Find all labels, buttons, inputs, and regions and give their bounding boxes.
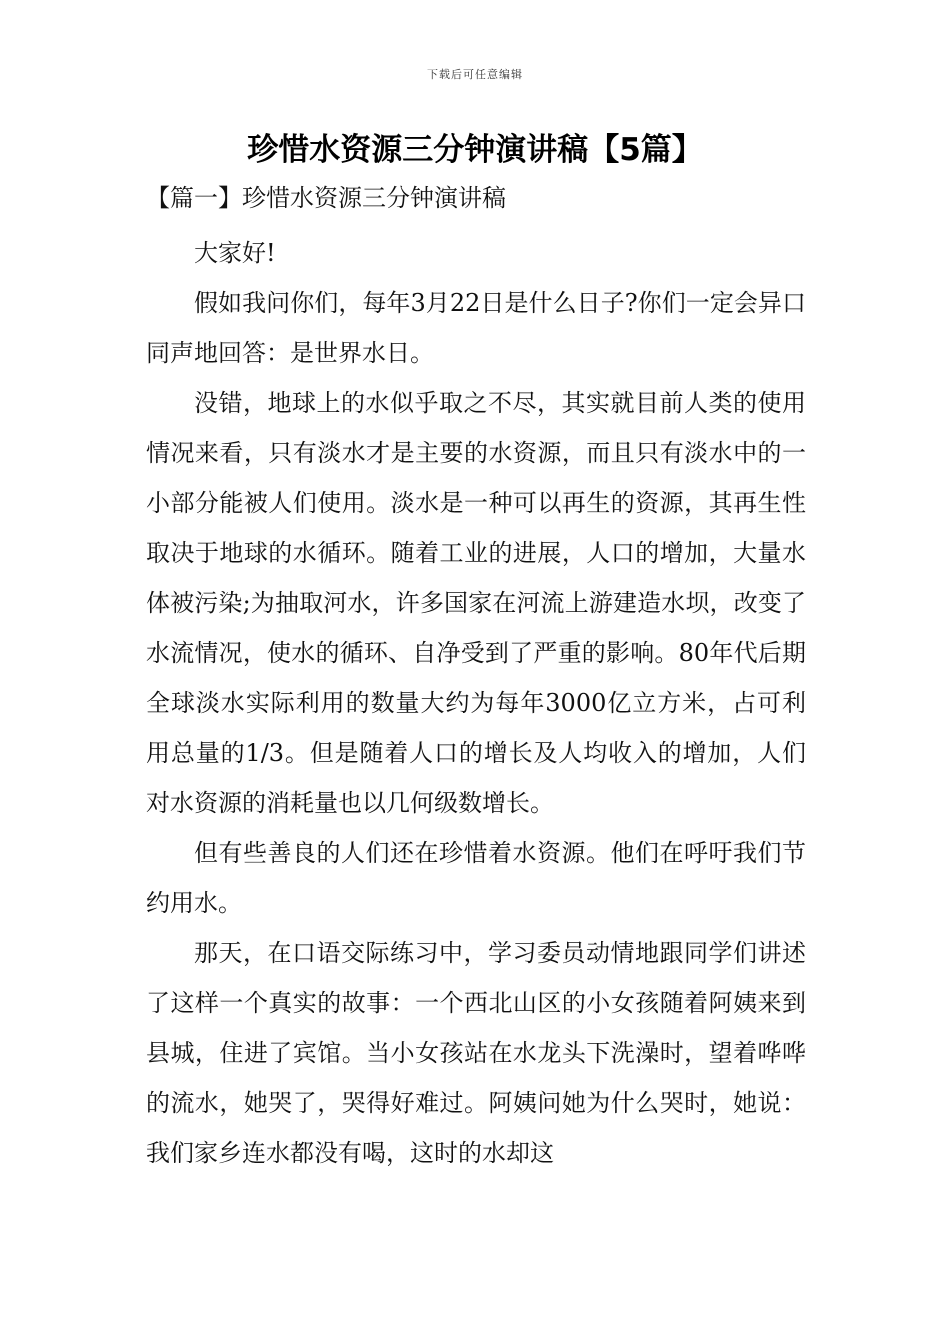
header-note: 下载后可任意编辑 (427, 68, 523, 81)
paragraph-freshwater: 没错，地球上的水似乎取之不尽，其实就目前人类的使用情况来看，只有淡水才是主要的水资源，而且只有淡水中的一小部分能被人们使用。淡水是一种可以再生的资源，其再生性取决于地球的水循环。随着工业的进展，人口的增加，大量水体被污染;为抽取河水，许多国家在河流上游建造水坝，改变了水流情况，使水的循环、自净受到了严重的影响。80年代后期全球淡水实际利用的数量大约为每年3000亿立方米，占可利用总量的1/3。但是随着人口的增长及人均收入的增加，人们对水资源的消耗量也以几何级数增长。 (146, 389, 806, 817)
section-heading: 【篇一】珍惜水资源三分钟演讲稿 (146, 184, 506, 212)
paragraph-world-water-day: 假如我问你们，每年3月22日是什么日子?你们一定会异口同声地回答：是世界水日。 (146, 289, 806, 367)
document-body (146, 228, 806, 1178)
paragraph-saving-water: 但有些善良的人们还在珍惜着水资源。他们在呼吁我们节约用水。 (146, 839, 806, 917)
document-title: 珍惜水资源三分钟演讲稿【5篇】 (247, 132, 703, 168)
paragraph-story: 那天，在口语交际练习中，学习委员动情地跟同学们讲述了这样一个真实的故事：一个西北山区的小女孩随着阿姨来到县城，住进了宾馆。当小女孩站在水龙头下洗澡时，望着哗哗的流水，她哭了，哭得好难过。阿姨问她为什么哭时，她说：我们家乡连水都没有喝，这时的水却这 (146, 939, 806, 1167)
paragraph-greeting: 大家好! (194, 239, 276, 267)
